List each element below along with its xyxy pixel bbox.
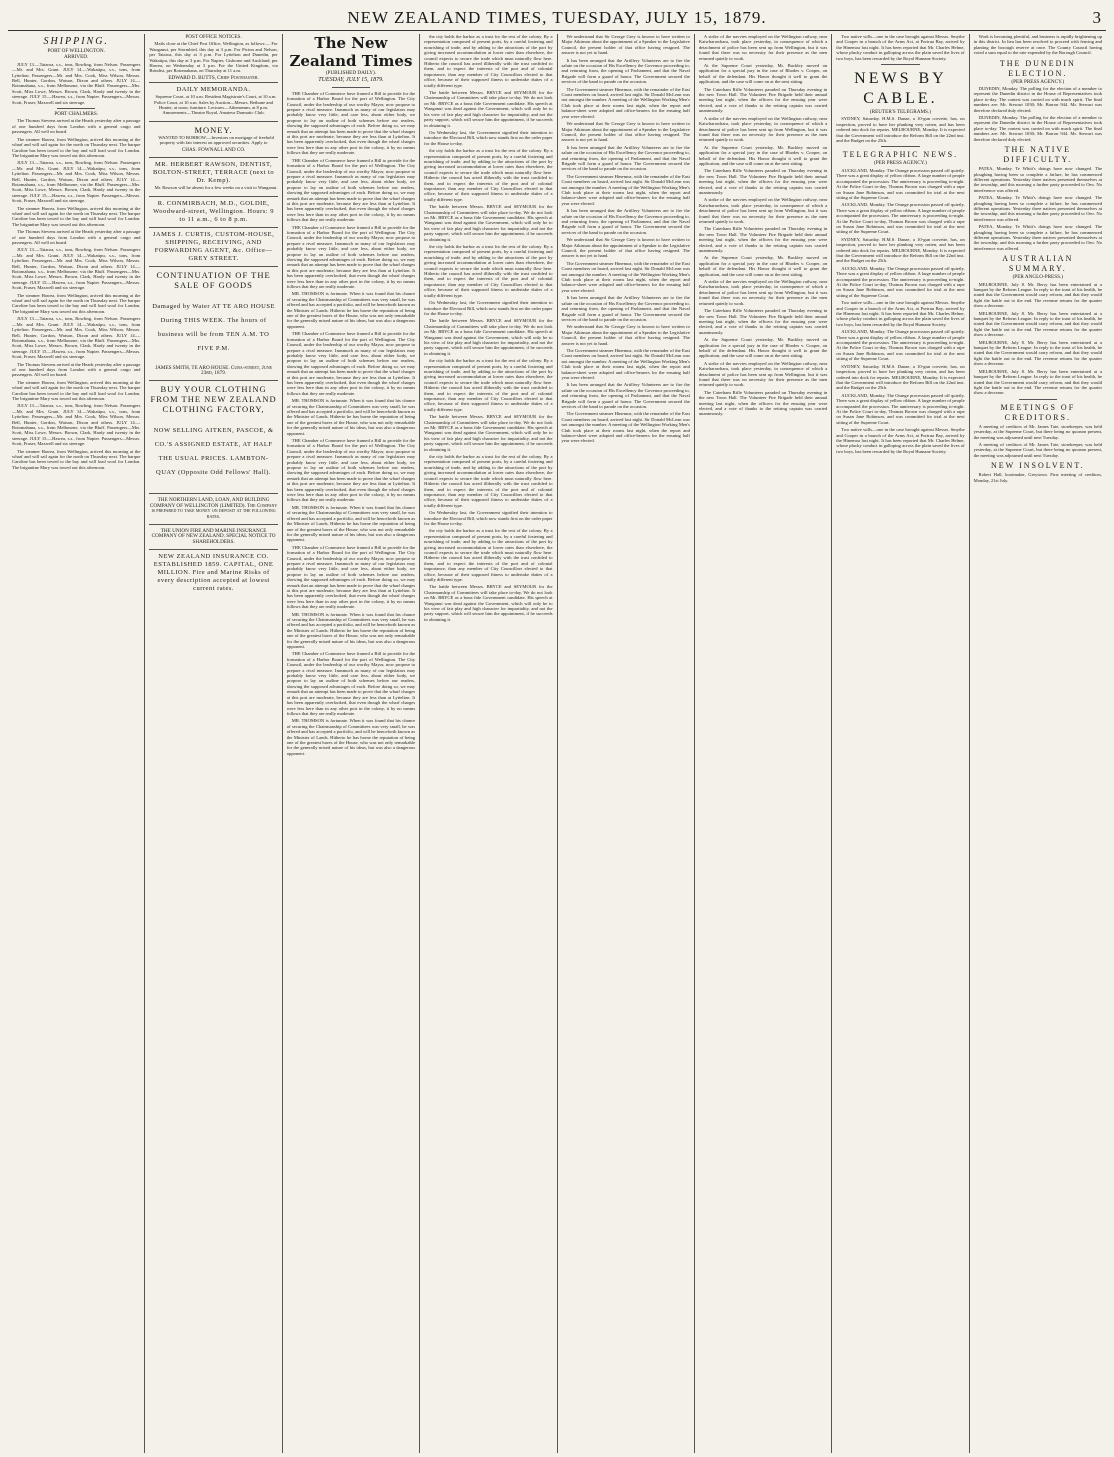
col4-body-14: The battle between Messrs. BRYCE and SEYMOUR for the Chairmanship of Committees will take place to-day. We do not look on Mr. BRYCE as a bona fide Government candidate. His speech at Wanganui was dead against the Government, which will only be to his view of fair play and high character for impartiality, and not the party support, which will secure him the appointment, if he succeeds in obtaining it. (424, 584, 553, 622)
col6-body-12: At the Supreme Court yesterday, Mr. Buckley moved on application for a special jury in the case of Rhodes v. Cooper, on behalf of the defendant. His Honor thought it well to grant the application, and the case will come on at the next sitting. (698, 337, 828, 359)
column-leader (282, 34, 419, 1453)
col5-body-5: It has been arranged that the Artillery Volunteers are to fire the salute on the occasion of His Excellency the Governor proceeding to, and returning from, the opening of Parliament, and that the Naval Brigade will form a guard of honor. The Government secured the services of the band to parade on the occasion. (561, 144, 690, 172)
memoranda-ad (149, 82, 277, 121)
leader-body-11: THE Chamber of Commerce have framed a Bill to provide for the formation of a Harbor Board for the port of Wellington. The City Council, under the leadership of our worthy Mayor, now propose to prepare a rival measure. Inasmuch as many of our legislators may probably know very little, and care less, about either body, we propose to lay an outline of both schemes before our readers, showing the supposed advantages of each. Before doing so, we may remark that an attempt has been made to prove that the wharf charges at this port are moderate, because they are less than at Lyttelton. It has been apparently overlooked, that even though the wharf charges were less here than in any other port in the colony, it by no means follows that they are really moderate. (286, 651, 416, 716)
masthead-date: TUESDAY, JULY 15, 1879. (552, 8, 767, 27)
native-difficulty-body-3: PATEA, Monday. Te Whiti's doings have now changed. The ploughing having been so complete a failure, he has commenced different operations. Yesterday three natives presented themselves at the township, and this morning a further party proceeded to Oeo. No interference was offered. (973, 224, 1102, 251)
column-7 (831, 34, 968, 1453)
native-difficulty-heading: THE NATIVE DIFFICULTY. (1003, 145, 1073, 165)
telegraphic-news-body-9: Two native wills—one in the case brought against Messrs. Smythe and Cooper in a branch of the Arms Act, at Porirua Bay, arrived by the Hinemoa last night. It has been reported that Mr. Charles Helme, whose plucky conduct in galloping across the plain saved the lives of two boys, has been rewarded by the Royal Humane Society. (836, 427, 965, 454)
col6-body-8: The Caterham Rifle Volunteers paraded on Thursday evening in the new Town Hall. The Volunteer Fire Brigade held their annual meeting last night, when the officers for the ensuing year were elected, and a vote of thanks to the retiring captain was carried unanimously. (698, 226, 828, 254)
col4-body-3: On Wednesday last, the Government signified their intention to introduce the Electoral Bill, which now stands first on the order paper for the House to-day. (424, 129, 553, 146)
money-sign: CHAS. FOWNALL AND CO. (181, 146, 246, 153)
dunedin-election-body: DUNEDIN, Monday. The polling for the election of a member to represent the Dunedin district in the House of Representatives took place to-day. The contest was carried on with much spirit. The final numbers are: Mr. Stewart 1030; Mr. Barron 944. Mr. Stewart was therefore declared duly elected. (973, 86, 1102, 113)
masthead-paper: NEW ZEALAND TIMES, (347, 8, 548, 27)
leader-date: TUESDAY, JULY 15, 1879. (318, 77, 384, 84)
post-office-body: Mails close at the Chief Post Office, Wellington, as follows:— For Wanganui, per Stormbird, this day at 3 p.m. For Picton and Nelson, per Taiaroa, this day at 3 p.m. For Lyttelton and Dunedin, per Wakatipu, this day at 3 p.m. For Napier, Gisborne and Auckland, per Hawea, on Wednesday at 3 p.m. For the United Kingdom, via Brindisi, per Rotomahana, on Thursday at 11 a.m. (149, 41, 278, 74)
columns (8, 34, 1106, 1453)
leader-body-3: THE Chamber of Commerce have framed a Bill to provide for the formation of a Harbor Board for the port of Wellington. The City Council, under the leadership of our worthy Mayor, now propose to prepare a rival measure. Inasmuch as many of our legislators may probably know very little, and care less, about either body, we propose to lay an outline of both schemes before our readers, showing the supposed advantages of each. Before doing so, we may remark that an attempt has been made to prove that the wharf charges at this port are moderate, because they are less than at Lyttelton. It has been apparently overlooked, that even though the wharf charges were less here than in any other port in the colony, it by no means follows that they are really moderate. (286, 224, 416, 290)
shipping-port: PORT OF WELLINGTON. (47, 48, 105, 54)
col4-body-13: the city holds the harbor as a trust for the rest of the colony. By a representation composed of present ports, by a careful fostering and nourishing of trade, and by adding to the attractions of the port by giving increased accommodation at lower rates than elsewhere, the council expects to secure the trade which must naturally flow here. Hitherto the council has acted illiberally with the trust confided to them, and to expect the interests of the port and of colonial importance, than any member of City Councillors elected to that office, because of their supposed fitness to undertake duties of a totally different type. (424, 528, 553, 582)
australian-summary-body-3: MELBOURNE, July 8. Mr. Berry has been entertained at a banquet by the Reform League. In reply to the toast of his health, he stated that the Government would carry reform, and that they would fight the battle out to the end. The revenue returns for the quarter show a decrease. (973, 339, 1102, 367)
shipping-body-repeat-10: The steamer Hawea, from Wellington, arrived this morning at the wharf and will sail again for the north on Thursday next. The barque Caroline has been towed to the bay and will load wool for London. The brigantine Mary was towed out this afternoon. (12, 448, 141, 470)
col4-body-8: The battle between Messrs. BRYCE and SEYMOUR for the Chairmanship of Committees will take place to-day. We do not look on Mr. BRYCE as a bona fide Government candidate. His speech at Wanganui was dead against the Government, which will only be to his view of fair play and high character for impartiality, and not the party support, which will secure him the appointment, if he succeeds in obtaining it. (424, 318, 553, 356)
clothing-ad (149, 380, 277, 493)
notice-ad-3 (149, 549, 277, 596)
creditors-body-2: A meeting of creditors of Mr. James Tate, storekeeper, was held yesterday, at the Supreme Court, but there being no quorum present, the meeting was adjourned until next Tuesday. (973, 441, 1102, 458)
australian-summary-body-4: MELBOURNE, July 8. Mr. Berry has been entertained at a banquet by the Reform League. In reply to the toast of his health, he stated that the Government would carry reform, and that they would fight the battle out to the end. The revenue returns for the quarter show a decrease. (973, 368, 1102, 396)
new-insolvent-heading: NEW INSOLVENT. (991, 461, 1085, 471)
col5-body-12: The Government steamer Hinemoa, with the remainder of the East Coast members on board, arrived last night. Sir Donald McLean was not amongst the number. A meeting of the Wellington Working Men's Club took place at their rooms last night, when the report and balance-sheet were adopted and office-bearers for the ensuing half year were elected. (561, 347, 690, 380)
col6-body-7: A strike of the navvies employed on the Wellington railway, near Kaiwharawhara, took place yesterday, in consequence of which a detachment of police has been sent up from Wellington, but it was found that there was no necessity for their presence as the men returned quietly to work. (698, 197, 828, 224)
divider (57, 108, 96, 109)
published-daily: (PUBLISHED DAILY). (325, 70, 377, 76)
shipping-title: SHIPPING. (43, 36, 109, 47)
post-office-signed: EDWARD D. BUTTS, Chief Postmaster. (168, 74, 259, 81)
col4-body: the city holds the harbor as a trust for the rest of the colony. By a representation composed of present ports, by a careful fostering and nourishing of trade, and by adding to the attractions of the port by giving increased accommodation at lower rates than elsewhere, the council expects to secure the trade which must naturally flow here. Hitherto the council has acted illiberally with the trust confided to them, and to expect the interests of the port and of colonial importance, than any member of City Councillors elected to that office, because of their supposed fitness to undertake duties of a totally different type. (424, 34, 553, 88)
news-by-cable-body: SYDNEY, Saturday. H.M.S. Danae, a 10-gun corvette, has, on inspection, proved to have her planking very rotten, and has been ordered into dock for repairs. MELBOURNE, Monday. It is expected that the Government will introduce the Reform Bill on the 22nd inst. and the Budget on the 25th. (836, 116, 965, 144)
divider (1019, 399, 1058, 400)
col5-body-14: The Government steamer Hinemoa, with the remainder of the East Coast members on board, arrived last night. Sir Donald McLean was not amongst the number. A meeting of the Wellington Working Men's Club took place at their rooms last night, when the report and balance-sheet were adopted and office-bearers for the ensuing half year were elected. (561, 411, 690, 444)
dentist-body: Mr. Rawson will be absent for a few weeks on a visit to Wanganui. (154, 185, 278, 191)
mirbach-ad (149, 196, 277, 227)
shipping-body-repeat-8: The steamer Hawea, from Wellington, arrived this morning at the wharf and will sail again for the north on Thursday next. The barque Caroline has been towed to the bay and will load wool for London. The brigantine Mary was towed out this afternoon. (12, 379, 141, 401)
shipping-body-repeat-4: JULY 13.—Taiaroa, s.s., tons, Rowling, from Nelson. Passengers—Mr. and Mrs. Grant. JULY 14.—Wakatipu, s.s., tons, from Lyttelton. Passengers—Mr. and Mrs. Cook, Miss Wilson, Messrs. Bell, Hunter, Gordon, Watson, Dixon and others. JULY 14.—Rotomahana, s.s., from Melbourne, via the Bluff. Passengers—Mrs. Scott, Miss Lowe, Messrs. Brown, Clark, Hardy and twenty in the steerage. JULY 15.—Hawea, s.s., from Napier. Passengers—Messrs. Scott, Fraser, Maxwell and six steerage. (12, 247, 141, 291)
divider (881, 64, 920, 65)
notice-ad-2 (149, 524, 277, 549)
sale-head: CONTINUATION OF THE SALE OF GOODS (156, 269, 271, 290)
clothing-head: BUY YOUR CLOTHING FROM THE NEW ZEALAND CLOTHING FACTORY, (150, 384, 277, 415)
leader-body-4: MR. THOMSON is fortunate. When it was found that his chance of securing the Chairmanship of Committees was very small, he was offered and has accepted a portfolio, and will be henceforth known as the Minister of Lands. Hitherto he has borne the reputation of being one of the greatest bores of the House, who was not only remarkable for the generally mixed nature of his ideas, but was also a dangerous opponent. (286, 291, 416, 329)
shipping-body: JULY 13.—Taiaroa, s.s., tons, Rowling, from Nelson. Passengers—Mr. and Mrs. Grant. JULY 14.—Wakatipu, s.s., tons, from Lyttelton. Passengers—Mr. and Mrs. Cook, Miss Wilson, Messrs. Bell, Hunter, Gordon, Watson, Dixon and others. JULY 14.—Rotomahana, s.s., from Melbourne, via the Bluff. Passengers—Mrs. Scott, Miss Lowe, Messrs. Brown, Clark, Hardy and twenty in the steerage. JULY 15.—Hawea, s.s., from Napier. Passengers—Messrs. Scott, Fraser, Maxwell and six steerage. (12, 61, 141, 105)
shipping-body-repeat-2: The steamer Hawea, from Wellington, arrived this morning at the wharf and will sail again for the north on Thursday next. The barque Caroline has been towed to the bay and will load wool for London. The brigantine Mary was towed out this afternoon. (12, 205, 141, 227)
col8-body: Work is becoming plentiful, and business is rapidly brightening up in this district. In lieu has been resolved to proceed with fencing and planting the borough reserve at once. The County Council having voted a sum equal to the rate expended by the Borough Council. (973, 34, 1102, 56)
telegraphic-news-body-7: SYDNEY, Saturday. H.M.S. Danae, a 10-gun corvette, has, on inspection, proved to have her planking very rotten, and has been ordered into dock for repairs. MELBOURNE, Monday. It is expected that the Government will introduce the Reform Bill on the 22nd inst. and the Budget on the 25th. (836, 363, 965, 391)
leader-body-7: THE Chamber of Commerce have framed a Bill to provide for the formation of a Harbor Board for the port of Wellington. The City Council, under the leadership of our worthy Mayor, now propose to prepare a rival measure. Inasmuch as many of our legislators may probably know very little, and care less, about either body, we propose to lay an outline of both schemes before our readers, showing the supposed advantages of each. Before doing so, we may remark that an attempt has been made to prove that the wharf charges at this port are moderate, because they are less than at Lyttelton. It has been apparently overlooked, that even though the wharf charges were less here than in any other port in the colony, it by no means follows that they are really moderate. (286, 438, 416, 503)
sale-sign: JAMES SMITH, TE ARO HOUSE. Cuba-street, June 23rd, 1879. (155, 364, 273, 376)
clothing-body: NOW SELLING AITKEN, PASCOE, & CO.'S ASSIGNED ESTATE, AT HALF THE USUAL PRICES. LAMBTON-QUAY (Opposite Odd Fellows' Hall). (153, 427, 274, 477)
shipping-body-repeat-6: JULY 13.—Taiaroa, s.s., tons, Rowling, from Nelson. Passengers—Mr. and Mrs. Grant. JULY 14.—Wakatipu, s.s., tons, from Lyttelton. Passengers—Mr. and Mrs. Cook, Miss Wilson, Messrs. Bell, Hunter, Gordon, Watson, Dixon and others. JULY 14.—Rotomahana, s.s., from Melbourne, via the Bluff. Passengers—Mrs. Scott, Miss Lowe, Messrs. Brown, Clark, Hardy and twenty in the steerage. JULY 15.—Hawea, s.s., from Napier. Passengers—Messrs. Scott, Fraser, Maxwell and six steerage. (12, 316, 141, 360)
shipping-body-repeat-5: The steamer Hawea, from Wellington, arrived this morning at the wharf and will sail again for the north on Thursday next. The barque Caroline has been towed to the bay and will load wool for London. The brigantine Mary was towed out this afternoon. (12, 292, 141, 314)
col5-body: We understand that Sir George Grey is known to have written to Major Atkinson about the appointment of a Speaker to the Legislative Council, the present holder of that office having resigned. The answer is not yet to hand. (561, 34, 690, 56)
shipping-port-2: PORT CHALMERS. (54, 111, 99, 118)
money-ad (149, 121, 277, 157)
curtis-text: JAMES J. CURTIS, CUSTOM-HOUSE, SHIPPING, RECEIVING, AND FORWARDING AGENT, &c. Office—GREY STREET. (152, 230, 275, 262)
notice-ad-1 (149, 493, 277, 524)
column-4 (419, 34, 556, 1453)
creditors-heading: MEETINGS OF CREDITORS. (1000, 402, 1076, 422)
new-insolvent-body: Robert Hall, bootmaker, Greytown. First meeting of creditors, Monday, 21st July. (973, 472, 1102, 483)
col5-body-10: It has been arranged that the Artillery Volunteers are to fire the salute on the occasion of His Excellency the Governor proceeding to, and returning from, the opening of Parliament, and that the Naval Brigade will form a guard of honor. The Government secured the services of the band to parade on the occasion. (561, 295, 690, 322)
col6-body-3: The Caterham Rifle Volunteers paraded on Thursday evening in the new Town Hall. The Volunteer Fire Brigade held their annual meeting last night, when the officers for the ensuing year were elected, and a vote of thanks to the retiring captain was carried unanimously. (698, 86, 828, 114)
col6-body-13: A strike of the navvies employed on the Wellington railway, near Kaiwharawhara, took place yesterday, in consequence of which a detachment of police has been sent up from Wellington, but it was found that there was no necessity for their presence as the men returned quietly to work. (698, 360, 828, 388)
column-notices (144, 34, 281, 1453)
col5-body-13: It has been arranged that the Artillery Volunteers are to fire the salute on the occasion of His Excellency the Governor proceeding to, and returning from, the opening of Parliament, and that the Naval Brigade will form a guard of honor. The Government secured the services of the band to parade on the occasion. (561, 382, 690, 409)
curtis-ad (149, 227, 277, 266)
leader-body-6: MR. THOMSON is fortunate. When it was found that his chance of securing the Chairmanship of Committees was very small, he was offered and has accepted a portfolio, and will be henceforth known as the Minister of Lands. Hitherto he has borne the reputation of being one of the greatest bores of the House, who was not only remarkable for the generally mixed nature of his ideas, but was also a dangerous opponent. (286, 398, 416, 436)
dunedin-election-sub: (PER PRESS AGENCY.) (1011, 78, 1065, 85)
leader-body-10: MR. THOMSON is fortunate. When it was found that his chance of securing the Chairmanship of Committees was very small, he was offered and has accepted a portfolio, and will be henceforth known as the Minister of Lands. Hitherto he has borne the reputation of being one of the greatest bores of the House, who was not only remarkable for the generally mixed nature of his ideas, but was also a dangerous opponent. (286, 611, 416, 650)
money-body: WANTED TO BORROW.—Investors on mortgage of freehold property with fair interest on approved securities. Apply to (158, 134, 274, 146)
col6-body-14: The Caterham Rifle Volunteers paraded on Thursday evening in the new Town Hall. The Volunteer Fire Brigade held their annual meeting last night, when the officers for the ensuing year were elected, and a vote of thanks to the retiring captain was carried unanimously. (698, 389, 828, 417)
col6-body: A strike of the navvies employed on the Wellington railway, near Kaiwharawhara, took place yesterday, in consequence of which a detachment of police has been sent up from Wellington, but it was found that there was no necessity for their presence as the men returned quietly to work. (698, 34, 828, 61)
dentist-title: MR. HERBERT RAWSON, DENTIST, BOLTON-STREET, TERRACE (next to Dr. Kemp). (153, 161, 275, 185)
col4-body-9: the city holds the harbor as a trust for the rest of the colony. By a representation composed of present ports, by a careful fostering and nourishing of trade, and by adding to the attractions of the port by giving increased accommodation at lower rates than elsewhere, the council expects to secure the trade which must naturally flow here. Hitherto the council has acted illiberally with the trust confided to them, and to expect the interests of the port and of colonial importance, than any member of City Councillors elected to that office, because of their supposed fitness to undertake duties of a totally different type. (424, 358, 553, 412)
shipping-arrived: ARRIVED. (64, 54, 89, 61)
telegraphic-news-body: AUCKLAND, Monday. The Orange procession passed off quietly. There was a great display of yellow ribbon. A large number of people accompanied the procession. The anniversary is proceeding to-night. At the Police Court to-day, Thomas Brown was charged with a rape on Susan Jane Robinson, and was committed for trial at the next sitting of the Supreme Court. (836, 167, 965, 200)
col5-body-4: We understand that Sir George Grey is known to have written to Major Atkinson about the appointment of a Speaker to the Legislative Council, the present holder of that office having resigned. The answer is not yet to hand. (561, 121, 690, 143)
sale-body: Damaged by Water AT TE ARO HOUSE During THIS WEEK. The hours of business will be from TEN A.M. TO FIVE P.M. (152, 302, 275, 352)
telegraphic-news-body-4: AUCKLAND, Monday. The Orange procession passed off quietly. There was a great display of yellow ribbon. A large number of people accompanied the procession. The anniversary is proceeding to-night. At the Police Court to-day, Thomas Brown was charged with a rape on Susan Jane Robinson, and was committed for trial at the next sitting of the Supreme Court. (836, 265, 965, 298)
col5-body-2: It has been arranged that the Artillery Volunteers are to fire the salute on the occasion of His Excellency the Governor proceeding to, and returning from, the opening of Parliament, and that the Naval Brigade will form a guard of honor. The Government secured the services of the band to parade on the occasion. (561, 57, 690, 85)
column-6 (694, 34, 831, 1453)
post-office-title: POST OFFICE NOTICES. (185, 34, 242, 40)
col4-body-7: On Wednesday last, the Government signified their intention to introduce the Electoral Bill, which now stands first on the order paper for the House to-day. (424, 300, 553, 316)
leader-body: THE Chamber of Commerce have framed a Bill to provide for the formation of a Harbor Board for the port of Wellington. The City Council, under the leadership of our worthy Mayor, now propose to prepare a rival measure. Inasmuch as many of our legislators may probably know very little, and care less, about either body, we propose to lay an outline of both schemes before our readers, showing the supposed advantages of each. Before doing so, we may remark that an attempt has been made to prove that the wharf charges at this port are moderate, because they are less than at Lyttelton. It has been apparently overlooked, that even though the wharf charges were less here than in any other port in the colony, it by no means follows that they are really moderate. (286, 90, 416, 156)
shipping-body-3: The steamer Hawea, from Wellington, arrived this morning at the wharf and will sail again for the north on Thursday next. The barque Caroline has been towed to the bay and will load wool for London. The brigantine Mary was towed out this afternoon. (12, 136, 141, 158)
col7-body: Two native wills—one in the case brought against Messrs. Smythe and Cooper in a branch of the Arms Act, at Porirua Bay, arrived by the Hinemoa last night. It has been reported that Mr. Charles Helme, whose plucky conduct in galloping across the plain saved the lives of two boys, has been rewarded by the Royal Humane Society. (836, 34, 965, 61)
sale-ad (149, 266, 277, 381)
col4-body-10: The battle between Messrs. BRYCE and SEYMOUR for the Chairmanship of Committees will take place to-day. We do not look on Mr. BRYCE as a bona fide Government candidate. His speech at Wanganui was dead against the Government, which will only be to his view of fair play and high character for impartiality, and not the party support, which will secure him the appointment, if he succeeds in obtaining it. (424, 414, 553, 452)
col5-body-7: It has been arranged that the Artillery Volunteers are to fire the salute on the occasion of His Excellency the Governor proceeding to, and returning from, the opening of Parliament, and that the Naval Brigade will form a guard of honor. The Government secured the services of the band to parade on the occasion. (561, 208, 690, 235)
col6-body-2: At the Supreme Court yesterday, Mr. Buckley moved on application for a special jury in the case of Rhodes v. Cooper, on behalf of the defendant. His Honor thought it well to grant the application, and the case will come on at the next sitting. (698, 63, 828, 85)
col6-body-5: At the Supreme Court yesterday, Mr. Buckley moved on application for a special jury in the case of Rhodes v. Cooper, on behalf of the defendant. His Honor thought it well to grant the application, and the case will come on at the next sitting. (698, 144, 828, 166)
masthead-rule (8, 30, 1106, 31)
news-by-cable-sub: (REUTER'S TELEGRAMS.) (869, 109, 931, 116)
leader-body-8: MR. THOMSON is fortunate. When it was found that his chance of securing the Chairmanship of Committees was very small, he was offered and has accepted a portfolio, and will be henceforth known as the Minister of Lands. Hitherto he has borne the reputation of being one of the greatest bores of the House, who was not only remarkable for the generally mixed nature of his ideas, but was also a dangerous opponent. (286, 504, 416, 543)
dentist-ad (149, 157, 277, 195)
news-by-cable-heading: NEWS BY CABLE. (854, 70, 947, 108)
divider (332, 87, 371, 88)
australian-summary-body: MELBOURNE, July 8. Mr. Berry has been entertained at a banquet by the Reform League. In reply to the toast of his health, he stated that the Government would carry reform, and that they would fight the battle out to the end. The revenue returns for the quarter show a decrease. (973, 281, 1102, 309)
telegraphic-news-body-2: AUCKLAND, Monday. The Orange procession passed off quietly. There was a great display of yellow ribbon. A large number of people accompanied the procession. The anniversary is proceeding to-night. At the Police Court to-day, Thomas Brown was charged with a rape on Susan Jane Robinson, and was committed for trial at the next sitting of the Supreme Court. (836, 202, 965, 235)
notice-1: THE NORTHERN LAND, LOAN, AND BUILDING COMPANY OF WELLINGTON (LIMITED). The Company is prepared to take money on deposit at the following rates. (149, 497, 278, 520)
notice-2: THE UNION FIRE AND MARINE INSURANCE COMPANY OF NEW ZEALAND. SPECIAL NOTICE TO SHAREHOLDERS. (151, 527, 276, 545)
col6-body-9: At the Supreme Court yesterday, Mr. Buckley moved on application for a special jury in the case of Rhodes v. Cooper, on behalf of the defendant. His Honor thought it well to grant the application, and the case will come on at the next sitting. (698, 255, 828, 277)
col6-body-11: The Caterham Rifle Volunteers paraded on Thursday evening in the new Town Hall. The Volunteer Fire Brigade held their annual meeting last night, when the officers for the ensuing year were elected, and a vote of thanks to the retiring captain was carried unanimously. (698, 308, 828, 335)
mirbach-text: R. CONMIRBACH, M.D., GOLDIE, Woodward-street, Wellington. Hours: 9 to 11 a.m., 6 to 8 p.m. (153, 199, 274, 223)
col5-body-9: The Government steamer Hinemoa, with the remainder of the East Coast members on board, arrived last night. Sir Donald McLean was not amongst the number. A meeting of the Wellington Working Men's Club took place at their rooms last night, when the report and balance-sheet were adopted and office-bearers for the ensuing half year were elected. (561, 260, 690, 293)
australian-summary-heading: AUSTRALIAN SUMMARY. (1002, 254, 1074, 274)
dunedin-election-body-2: DUNEDIN, Monday. The polling for the election of a member to represent the Dunedin district in the House of Representatives took place to-day. The contest was carried on with much spirit. The final numbers are: Mr. Stewart 1030; Mr. Barron 944. Mr. Stewart was therefore declared duly elected. (973, 115, 1102, 142)
col4-body-6: the city holds the harbor as a trust for the rest of the colony. By a representation composed of present ports, by a careful fostering and nourishing of trade, and by adding to the attractions of the port by giving increased accommodation at lower rates than elsewhere, the council expects to secure the trade which must naturally flow here. Hitherto the council has acted illiberally with the trust confided to them, and to expect the interests of the port and of colonial importance, than any member of City Councillors elected to that office, because of their supposed fitness to undertake duties of a totally different type. (424, 244, 553, 298)
australian-summary-sub: (PER ANGLO-PRESS.) (1012, 274, 1064, 281)
shipping-body-repeat-9: JULY 13.—Taiaroa, s.s., tons, Rowling, from Nelson. Passengers—Mr. and Mrs. Grant. JULY 14.—Wakatipu, s.s., tons, from Lyttelton. Passengers—Mr. and Mrs. Cook, Miss Wilson, Messrs. Bell, Hunter, Gordon, Watson, Dixon and others. JULY 14.—Rotomahana, s.s., from Melbourne, via the Bluff. Passengers—Mrs. Scott, Miss Lowe, Messrs. Brown, Clark, Hardy and twenty in the steerage. JULY 15.—Hawea, s.s., from Napier. Passengers—Messrs. Scott, Fraser, Maxwell and six steerage. (12, 403, 141, 447)
col4-body-4: the city holds the harbor as a trust for the rest of the colony. By a representation composed of present ports, by a careful fostering and nourishing of trade, and by adding to the attractions of the port by giving increased accommodation at lower rates than elsewhere, the council expects to secure the trade which must naturally flow here. Hitherto the council has acted illiberally with the trust confided to them, and to expect the interests of the port and of colonial importance, than any member of City Councillors elected to that office, because of their supposed fitness to undertake duties of a totally different type. (424, 148, 553, 202)
col5-body-11: We understand that Sir George Grey is known to have written to Major Atkinson about the appointment of a Speaker to the Legislative Council, the present holder of that office having resigned. The answer is not yet to hand. (561, 324, 690, 346)
native-difficulty-body: PATEA, Monday. Te Whiti's doings have now changed. The ploughing having been so complete a failure, he has commenced different operations. Yesterday three natives presented themselves at the township, and this morning a further party proceeded to Oeo. No interference was offered. (973, 166, 1102, 193)
notice-3: NEW ZEALAND INSURANCE CO. ESTABLISHED 1859. CAPITAL, ONE MILLION. Fire and Marine Risks of every description accepted at lowest current rates. (153, 553, 274, 593)
col4-body-12: On Wednesday last, the Government signified their intention to introduce the Electoral Bill, which now stands first on the order paper for the House to-day. (424, 510, 553, 526)
col6-body-10: A strike of the navvies employed on the Wellington railway, near Kaiwharawhara, took place yesterday, in consequence of which a detachment of police has been sent up from Wellington, but it was found that there was no necessity for their presence as the men returned quietly to work. (698, 279, 828, 306)
column-8 (969, 34, 1106, 1453)
col6-body-4: A strike of the navvies employed on the Wellington railway, near Kaiwharawhara, took place yesterday, in consequence of which a detachment of police has been sent up from Wellington, but it was found that there was no necessity for their presence as the men returned quietly to work. (698, 115, 828, 143)
col5-body-6: The Government steamer Hinemoa, with the remainder of the East Coast members on board, arrived last night. Sir Donald McLean was not amongst the number. A meeting of the Wellington Working Men's Club took place at their rooms last night, when the report and balance-sheet were adopted and office-bearers for the ensuing half year were elected. (561, 173, 690, 206)
telegraphic-news-body-8: AUCKLAND, Monday. The Orange procession passed off quietly. There was a great display of yellow ribbon. A large number of people accompanied the procession. The anniversary is proceeding to-night. At the Police Court to-day, Thomas Brown was charged with a rape on Susan Jane Robinson, and was committed for trial at the next sitting of the Supreme Court. (836, 392, 965, 425)
leader-body-12: MR. THOMSON is fortunate. When it was found that his chance of securing the Chairmanship of Committees was very small, he was offered and has accepted a portfolio, and will be henceforth known as the Minister of Lands. Hitherto he has borne the reputation of being one of the greatest bores of the House, who was not only remarkable for the generally mixed nature of his ideas, but was also a dangerous opponent. (286, 718, 416, 756)
shipping-body-repeat-7: The Thomas Stevens arrived at the Heads yesterday after a passage of one hundred days from London with a general cargo and passengers. All well on board. (12, 361, 141, 378)
leader-body-5: THE Chamber of Commerce have framed a Bill to provide for the formation of a Harbor Board for the port of Wellington. The City Council, under the leadership of our worthy Mayor, now propose to prepare a rival measure. Inasmuch as many of our legislators may probably know very little, and care less, about either body, we propose to lay an outline of both schemes before our readers, showing the supposed advantages of each. Before doing so, we may remark that an attempt has been made to prove that the wharf charges at this port are moderate, because they are less than at Lyttelton. It has been apparently overlooked, that even though the wharf charges were less here than in any other port in the colony, it by no means follows that they are really moderate. (286, 331, 416, 396)
memoranda-title: DAILY MEMORANDA. (176, 86, 251, 94)
col4-body-5: The battle between Messrs. BRYCE and SEYMOUR for the Chairmanship of Committees will take place to-day. We do not look on Mr. BRYCE as a bona fide Government candidate. His speech at Wanganui was dead against the Government, which will only be to his view of fair play and high character for impartiality, and not the party support, which will secure him the appointment, if he succeeds in obtaining it. (424, 204, 553, 242)
col5-body-3: The Government steamer Hinemoa, with the remainder of the East Coast members on board, arrived last night. Sir Donald McLean was not amongst the number. A meeting of the Wellington Working Men's Club took place at their rooms last night, when the report and balance-sheet were adopted and office-bearers for the ensuing half year were elected. (561, 86, 690, 119)
leader-body-9: THE Chamber of Commerce have framed a Bill to provide for the formation of a Harbor Board for the port of Wellington. The City Council, under the leadership of our worthy Mayor, now propose to prepare a rival measure. Inasmuch as many of our legislators may probably know very little, and care less, about either body, we propose to lay an outline of both schemes before our readers, showing the supposed advantages of each. Before doing so, we may remark that an attempt has been made to prove that the wharf charges at this port are moderate, because they are less than at Lyttelton. It has been apparently overlooked, that even though the wharf charges were less here than in any other port in the colony, it by no means follows that they are really moderate. (286, 544, 416, 610)
column-5 (557, 34, 694, 1453)
shipping-body-repeat-3: The Thomas Stevens arrived at the Heads yesterday after a passage of one hundred days from London with a general cargo and passengers. All well on board. (12, 229, 141, 245)
memoranda-body: Supreme Court, at 10 a.m. Resident Magistrate's Court, at 10 a.m. Police Court, at 10 a.m. Sales by Auction—Messrs. Bethune and Hunter, at noon, furniture. Lectures—Athenaeum, at 8 p.m. Amusements—Theatre Royal, Amateur Dramatic Club. (154, 94, 277, 116)
col5-body-8: We understand that Sir George Grey is known to have written to Major Atkinson about the appointment of a Speaker to the Legislative Council, the present holder of that office having resigned. The answer is not yet to hand. (561, 237, 690, 259)
divider (881, 146, 920, 147)
dunedin-election-heading: THE DUNEDIN ELECTION. (999, 58, 1076, 78)
shipping-body-repeat: JULY 13.—Taiaroa, s.s., tons, Rowling, from Nelson. Passengers—Mr. and Mrs. Grant. JULY 14.—Wakatipu, s.s., tons, from Lyttelton. Passengers—Mr. and Mrs. Cook, Miss Wilson, Messrs. Bell, Hunter, Gordon, Watson, Dixon and others. JULY 14.—Rotomahana, s.s., from Melbourne, via the Bluff. Passengers—Mrs. Scott, Miss Lowe, Messrs. Brown, Clark, Hardy and twenty in the steerage. JULY 15.—Hawea, s.s., from Napier. Passengers—Messrs. Scott, Fraser, Maxwell and six steerage. (12, 160, 141, 204)
leader-body-2: THE Chamber of Commerce have framed a Bill to provide for the formation of a Harbor Board for the port of Wellington. The City Council, under the leadership of our worthy Mayor, now propose to prepare a rival measure. Inasmuch as many of our legislators may probably know very little, and care less, about either body, we propose to lay an outline of both schemes before our readers, showing the supposed advantages of each. Before doing so, we may remark that an attempt has been made to prove that the wharf charges at this port are moderate, because they are less than at Lyttelton. It has been apparently overlooked, that even though the wharf charges were less here than in any other port in the colony, it by no means follows that they are really moderate. (286, 157, 416, 223)
telegraphic-news-heading: TELEGRAPHIC NEWS. (842, 150, 959, 160)
native-difficulty-body-2: PATEA, Monday. Te Whiti's doings have now changed. The ploughing having been so complete a failure, he has commenced different operations. Yesterday three natives presented themselves at the township, and this morning a further party proceeded to Oeo. No interference was offered. (973, 195, 1102, 222)
telegraphic-news-body-5: Two native wills—one in the case brought against Messrs. Smythe and Cooper in a branch of the Arms Act, at Porirua Bay, arrived by the Hinemoa last night. It has been reported that Mr. Charles Helme, whose plucky conduct in galloping across the plain saved the lives of two boys, has been rewarded by the Royal Humane Society. (836, 300, 965, 327)
creditors-body: A meeting of creditors of Mr. James Tate, storekeeper, was held yesterday, at the Supreme Court, but there being no quorum present, the meeting was adjourned until next Tuesday. (973, 423, 1102, 440)
telegraphic-news-body-6: AUCKLAND, Monday. The Orange procession passed off quietly. There was a great display of yellow ribbon. A large number of people accompanied the procession. The anniversary is proceeding to-night. At the Police Court to-day, Thomas Brown was charged with a rape on Susan Jane Robinson, and was committed for trial at the next sitting of the Supreme Court. (836, 329, 965, 362)
telegraphic-news-body-3: SYDNEY, Saturday. H.M.S. Danae, a 10-gun corvette, has, on inspection, proved to have her planking very rotten, and has been ordered into dock for repairs. MELBOURNE, Monday. It is expected that the Government will introduce the Reform Bill on the 22nd inst. and the Budget on the 25th. (836, 236, 965, 264)
telegraphic-news-sub: (PER PRESS AGENCY.) (874, 160, 927, 167)
col6-body-6: The Caterham Rifle Volunteers paraded on Thursday evening in the new Town Hall. The Volunteer Fire Brigade held their annual meeting last night, when the officers for the ensuing year were elected, and a vote of thanks to the retiring captain was carried unanimously. (698, 168, 828, 195)
column-shipping (8, 34, 144, 1453)
money-title: MONEY. (194, 124, 233, 135)
australian-summary-body-2: MELBOURNE, July 8. Mr. Berry has been entertained at a banquet by the Reform League. In reply to the toast of his health, he stated that the Government would carry reform, and that they would fight the battle out to the end. The revenue returns for the quarter show a decrease. (973, 310, 1102, 338)
page-number: 3 (1092, 8, 1102, 27)
masthead (8, 6, 1106, 30)
col4-body-2: The battle between Messrs. BRYCE and SEYMOUR for the Chairmanship of Committees will take place to-day. We do not look on Mr. BRYCE as a bona fide Government candidate. His speech at Wanganui was dead against the Government, which will only be to his view of fair play and high character for impartiality, and not the party support, which will secure him the appointment, if he succeeds in obtaining it. (424, 90, 553, 128)
col4-body-11: the city holds the harbor as a trust for the rest of the colony. By a representation composed of present ports, by a careful fostering and nourishing of trade, and by adding to the attractions of the port by giving increased accommodation at lower rates than elsewhere, the council expects to secure the trade which must naturally flow here. Hitherto the council has acted illiberally with the trust confided to them, and to expect the interests of the port and of colonial importance, than any member of City Councillors elected to that office, because of their supposed fitness to undertake duties of a totally different type. (424, 454, 553, 508)
shipping-body-2: The Thomas Stevens arrived at the Heads yesterday after a passage of one hundred days from London with a general cargo and passengers. All well on board. (12, 118, 141, 135)
paper-logo: The New Zealand Times (289, 34, 413, 70)
